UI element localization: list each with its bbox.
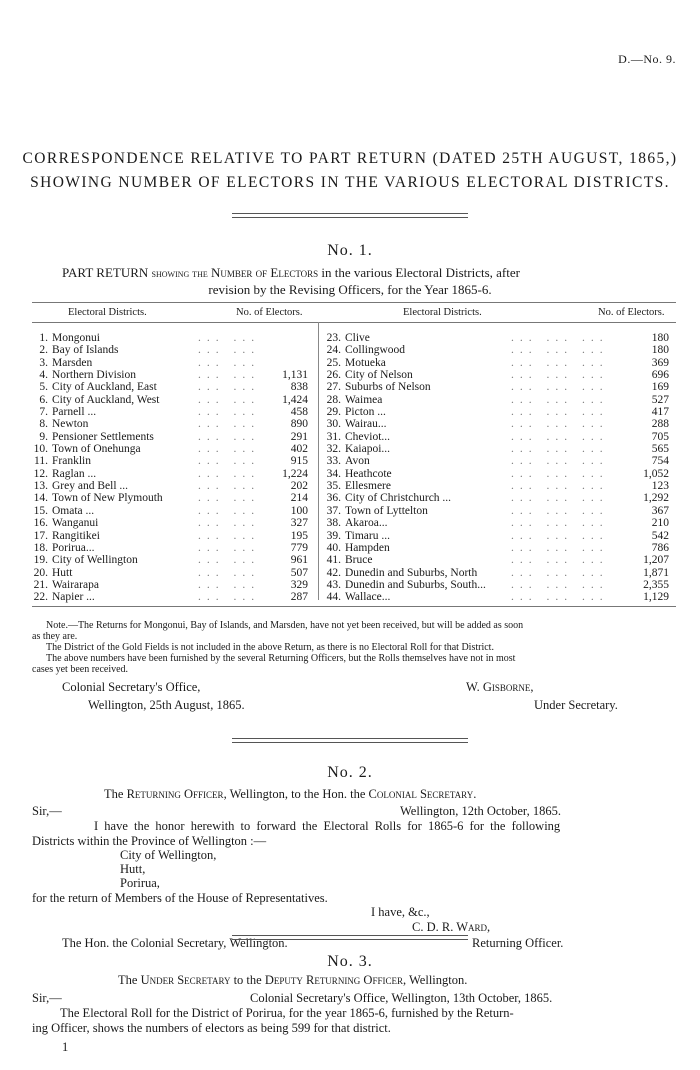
leader-dots: ... ...: [198, 369, 261, 382]
district-number: 39.: [326, 529, 341, 542]
left-district-row: [30, 394, 308, 406]
district-number: 22.: [33, 591, 48, 604]
left-district-row: [30, 542, 308, 554]
district-name: Akaroa...: [345, 517, 388, 530]
district-name: City of Wellington: [52, 554, 138, 567]
district-name: Collingwood: [345, 344, 406, 357]
elector-count: 2,355: [643, 578, 669, 591]
elector-count: 779: [290, 541, 308, 554]
document-title-line-1: CORRESPONDENCE RELATIVE TO PART RETURN (DATED 25TH AUGUST, 1865,): [22, 150, 678, 167]
district-number: 30.: [326, 418, 341, 431]
elector-count: 287: [290, 591, 308, 604]
district-number: 8.: [39, 418, 48, 431]
leader-dots: ... ...: [198, 578, 261, 591]
addr-colonial-secretary: Colonial Secretary.: [368, 787, 477, 801]
elector-count: 1,207: [643, 554, 669, 567]
district-number: 15.: [33, 504, 48, 517]
leader-dots: ... ...: [198, 492, 261, 505]
right-district-row: [323, 517, 669, 529]
letter-2-body-3: for the return of Members of the House of Representatives.: [32, 891, 328, 905]
district-name: Parnell ...: [52, 406, 97, 419]
district-name: Dunedin and Suburbs, North: [345, 566, 478, 579]
section-heading-no-3: No. 3.: [327, 953, 373, 970]
district-name: Grey and Bell ...: [52, 480, 129, 493]
leader-dots: ... ...: [198, 393, 261, 406]
letter-2-recipient: The Hon. the Colonial Secretary, Wellington.: [62, 936, 288, 950]
elector-count: 169: [651, 381, 669, 394]
leader-dots: ... ... ...: [511, 480, 609, 493]
district-number: 21.: [33, 578, 48, 591]
district-name: City of Auckland, West: [52, 393, 160, 406]
leader-dots: ... ...: [198, 344, 261, 357]
district-name: Avon: [345, 455, 370, 468]
district-number: 28.: [326, 393, 341, 406]
leader-dots: ... ...: [198, 591, 261, 604]
double-rule-divider-2: [232, 738, 468, 743]
district-number: 13.: [33, 480, 48, 493]
elector-count: 838: [290, 381, 308, 394]
right-district-row: [323, 443, 669, 455]
district-number: 2.: [39, 344, 48, 357]
district-name: Timaru ...: [345, 529, 390, 542]
date-line: Wellington, 25th August, 1865.: [88, 698, 245, 712]
letter-2-district-2: Hutt,: [120, 862, 146, 876]
district-number: 4.: [39, 369, 48, 382]
letter-3-place-date: Colonial Secretary's Office, Wellington, 13th October, 1865.: [250, 991, 553, 1005]
district-name: Wairau...: [345, 418, 387, 431]
table-bottom-rule: [32, 606, 676, 607]
leader-dots: ... ... ...: [511, 406, 609, 419]
addr-the: The: [104, 787, 124, 801]
left-district-row: [30, 505, 308, 517]
district-number: 31.: [326, 430, 341, 443]
elector-count: 291: [290, 430, 308, 443]
leader-dots: ... ...: [198, 381, 261, 394]
district-name: Cheviot...: [345, 430, 391, 443]
district-name: Marsden: [52, 356, 93, 369]
leader-dots: ... ... ...: [511, 467, 609, 480]
right-district-row: [323, 505, 669, 517]
district-name: City of Nelson: [345, 369, 413, 382]
section-heading-no-1: No. 1.: [327, 242, 373, 259]
leader-dots: ... ... ...: [511, 381, 609, 394]
left-district-row: [30, 443, 308, 455]
district-number: 25.: [326, 356, 341, 369]
note-3: The above numbers have been furnished by the several Returning Officers, but the Rolls themselves have not in most: [46, 653, 516, 664]
elector-count: 195: [290, 529, 308, 542]
office-line: Colonial Secretary's Office,: [62, 680, 201, 694]
right-district-row: [323, 455, 669, 467]
note-2: The District of the Gold Fields is not included in the above Return, as there is no Electoral Roll for that District.: [46, 642, 494, 653]
letter-2-salutation: Sir,—: [32, 804, 62, 818]
leader-dots: ... ...: [198, 430, 261, 443]
district-number: 24.: [326, 344, 341, 357]
return-description-line-2: revision by the Revising Officers, for the Year 1865-6.: [208, 282, 492, 297]
section-heading-no-2-text: No. 2.: [327, 764, 373, 781]
district-name: Suburbs of Nelson: [345, 381, 431, 394]
district-name: Waimea: [345, 393, 383, 406]
letter-2-signer-title: Returning Officer.: [472, 936, 564, 950]
right-district-row: [323, 344, 669, 356]
note-1-continuation: as they are.: [32, 631, 78, 642]
district-name: City of Christchurch ...: [345, 492, 452, 505]
elector-count: 754: [651, 455, 669, 468]
right-district-row: [323, 431, 669, 443]
district-name: Picton ...: [345, 406, 386, 419]
leader-dots: ... ...: [198, 332, 261, 344]
elector-count: 1,224: [282, 467, 308, 480]
district-number: 33.: [326, 455, 341, 468]
district-number: 18.: [33, 541, 48, 554]
right-district-row: [323, 554, 669, 566]
table-header-rule: [32, 322, 676, 323]
elector-count: 458: [290, 406, 308, 419]
right-district-row: [323, 381, 669, 393]
left-district-row: [30, 468, 308, 480]
elector-count: 1,871: [643, 566, 669, 579]
district-number: 10.: [33, 443, 48, 456]
left-district-row: [30, 591, 308, 603]
district-number: 20.: [33, 566, 48, 579]
leader-dots: ... ... ...: [511, 356, 609, 369]
left-district-row: [30, 381, 308, 393]
elector-count: 100: [290, 504, 308, 517]
leader-dots: ... ...: [198, 480, 261, 493]
left-district-row: [30, 455, 308, 467]
district-name: Raglan ...: [52, 467, 97, 480]
leader-dots: ... ...: [198, 418, 261, 431]
district-number: 37.: [326, 504, 341, 517]
district-name: Dunedin and Suburbs, South...: [345, 578, 486, 591]
elector-count: 890: [290, 418, 308, 431]
right-column-header-electors: No. of Electors.: [598, 307, 665, 318]
elector-count: 367: [651, 504, 669, 517]
leader-dots: ... ... ...: [511, 504, 609, 517]
leader-dots: ... ... ...: [511, 430, 609, 443]
district-number: 29.: [326, 406, 341, 419]
addr3-wellington: , Wellington.: [402, 973, 468, 987]
district-name: Wairarapa: [52, 578, 99, 591]
column-divider: [318, 322, 319, 600]
leader-dots: ... ... ...: [511, 517, 609, 530]
addr3-the: The: [118, 973, 138, 987]
elector-count: 696: [651, 369, 669, 382]
district-name: Franklin: [52, 455, 91, 468]
leader-dots: ... ... ...: [511, 578, 609, 591]
left-district-row: [30, 344, 308, 356]
right-district-row: [323, 357, 669, 369]
right-district-row: [323, 332, 669, 344]
elector-count: 1,052: [643, 467, 669, 480]
leader-dots: ... ... ...: [511, 443, 609, 456]
addr3-deputy-returning-officer: Deputy Returning Officer: [264, 973, 403, 987]
left-district-row: [30, 406, 308, 418]
district-name: Town of Lyttelton: [345, 504, 428, 517]
letter-2-signer: C. D. R. Ward,: [412, 920, 491, 934]
right-district-row: [323, 579, 669, 591]
letter-3-salutation: Sir,—: [32, 991, 62, 1005]
leader-dots: ... ...: [198, 554, 261, 567]
left-district-row: [30, 492, 308, 504]
elector-count: 705: [651, 430, 669, 443]
section-heading-no-2: [0, 764, 700, 782]
leader-dots: ... ...: [198, 443, 261, 456]
letter-2-district-3: Porirua,: [120, 876, 160, 890]
leader-dots: ... ...: [198, 455, 261, 468]
right-district-row: [323, 591, 669, 603]
letter-2-body-2: Districts within the Province of Wellington :—: [32, 834, 267, 848]
district-number: 16.: [33, 517, 48, 530]
addr3-under-secretary: Under Secretary: [140, 973, 231, 987]
left-district-row: [30, 579, 308, 591]
district-number: 35.: [326, 480, 341, 493]
district-number: 34.: [326, 467, 341, 480]
left-district-row: [30, 418, 308, 430]
letter-3-body-2: ing Officer, shows the numbers of electors as being 599 for that district.: [32, 1021, 391, 1035]
table-top-rule: [32, 302, 676, 303]
document-title-line-2: SHOWING NUMBER OF ELECTORS IN THE VARIOUS ELECTORAL DISTRICTS.: [30, 174, 670, 191]
leader-dots: ... ... ...: [511, 591, 609, 604]
letter-3-body-1: The Electoral Roll for the District of Porirua, for the year 1865-6, furnished by the Return-: [60, 1006, 514, 1020]
page-number: 1: [62, 1040, 69, 1054]
elector-count: 1,131: [282, 369, 308, 382]
elector-count: 527: [651, 393, 669, 406]
right-district-row: [323, 567, 669, 579]
elector-count: 417: [651, 406, 669, 419]
district-name: Bruce: [345, 554, 373, 567]
left-district-row: [30, 517, 308, 529]
showing-the-text: showing the: [151, 268, 208, 280]
elector-count: 180: [651, 332, 669, 344]
left-district-row: [30, 357, 308, 369]
district-name: Ellesmere: [345, 480, 391, 493]
elector-count: 123: [651, 480, 669, 493]
elector-count: 961: [290, 554, 308, 567]
district-number: 11.: [34, 455, 48, 468]
district-number: 41.: [326, 554, 341, 567]
elector-count: 507: [290, 566, 308, 579]
signer-title: Under Secretary.: [534, 698, 618, 712]
leader-dots: ... ...: [198, 356, 261, 369]
district-number: 17.: [33, 529, 48, 542]
district-number: 44.: [326, 591, 341, 604]
district-name: Napier ...: [52, 591, 95, 604]
leader-dots: ... ...: [198, 467, 261, 480]
district-number: 1.: [39, 332, 48, 344]
district-name: Pensioner Settlements: [52, 430, 154, 443]
district-name: Mongonui: [52, 332, 100, 344]
right-district-row: [323, 542, 669, 554]
district-name: Heathcote: [345, 467, 392, 480]
elector-count: 786: [651, 541, 669, 554]
district-name: Rangitikei: [52, 529, 100, 542]
right-district-row: [323, 530, 669, 542]
number-of-electors-text: Number of Electors: [210, 265, 319, 280]
district-name: Town of Onehunga: [52, 443, 141, 456]
left-district-list: [30, 332, 308, 604]
elector-count: 210: [651, 517, 669, 530]
district-number: 3.: [39, 356, 48, 369]
district-name: Wanganui: [52, 517, 99, 530]
elector-count: 1,129: [643, 591, 669, 604]
elector-count: 180: [651, 344, 669, 357]
leader-dots: ... ...: [198, 541, 261, 554]
leader-dots: ... ... ...: [511, 541, 609, 554]
leader-dots: ... ...: [198, 529, 261, 542]
right-district-row: [323, 369, 669, 381]
district-name: Hampden: [345, 541, 390, 554]
addr-to-the-hon: , Wellington, to the Hon. the: [223, 787, 366, 801]
leader-dots: ... ... ...: [511, 369, 609, 382]
district-name: Newton: [52, 418, 89, 431]
district-number: 26.: [326, 369, 341, 382]
leader-dots: ... ...: [198, 566, 261, 579]
elector-count: 329: [290, 578, 308, 591]
district-name: Clive: [345, 332, 370, 344]
elector-count: 288: [651, 418, 669, 431]
addr3-to-the: to the: [233, 973, 262, 987]
district-name: Porirua...: [52, 541, 95, 554]
leader-dots: ... ...: [198, 517, 261, 530]
addr-returning-officer: Returning Officer: [126, 787, 224, 801]
leader-dots: ... ... ...: [511, 455, 609, 468]
district-number: 43.: [326, 578, 341, 591]
left-column-header-district: Electoral Districts.: [68, 307, 147, 318]
district-number: 23.: [326, 332, 341, 344]
district-name: City of Auckland, East: [52, 381, 157, 394]
right-district-row: [323, 406, 669, 418]
left-district-row: [30, 554, 308, 566]
district-number: 42.: [326, 566, 341, 579]
elector-count: 542: [651, 529, 669, 542]
elector-count: 915: [290, 455, 308, 468]
leader-dots: ... ... ...: [511, 492, 609, 505]
district-name: Kaiapoi...: [345, 443, 391, 456]
left-district-row: [30, 332, 308, 344]
letter-2-district-1: City of Wellington,: [120, 848, 217, 862]
left-district-row: [30, 480, 308, 492]
right-district-row: [323, 418, 669, 430]
leader-dots: ... ... ...: [511, 418, 609, 431]
elector-count: 214: [290, 492, 308, 505]
note-1: Note.—The Returns for Mongonui, Bay of Islands, and Marsden, have not yet been received, but will be added as soon: [46, 620, 524, 631]
district-name: Motueka: [345, 356, 386, 369]
letter-2-closing: I have, &c.,: [371, 905, 430, 919]
elector-count: 369: [651, 356, 669, 369]
letter-2-address: [104, 787, 476, 802]
leader-dots: ... ... ...: [511, 554, 609, 567]
district-name: Omata ...: [52, 504, 95, 517]
elector-count: 565: [651, 443, 669, 456]
right-district-row: [323, 480, 669, 492]
description-continuation: in the various Electoral Districts, after: [321, 265, 520, 280]
district-number: 7.: [39, 406, 48, 419]
right-column-header-district: Electoral Districts.: [403, 307, 482, 318]
left-district-row: [30, 530, 308, 542]
district-number: 5.: [39, 381, 48, 394]
elector-count: 1,424: [282, 393, 308, 406]
leader-dots: ... ... ...: [511, 393, 609, 406]
elector-count: 327: [290, 517, 308, 530]
district-name: Town of New Plymouth: [52, 492, 163, 505]
district-name: Northern Division: [52, 369, 137, 382]
district-name: Bay of Islands: [52, 344, 119, 357]
elector-count: 402: [290, 443, 308, 456]
district-number: 32.: [326, 443, 341, 456]
double-rule-divider-3: [232, 935, 468, 940]
district-number: 14.: [33, 492, 48, 505]
letter-2-body-1: I have the honor herewith to forward the Electoral Rolls for 1865-6 for the following: [94, 819, 561, 833]
leader-dots: ... ...: [198, 504, 261, 517]
double-rule-divider: [232, 213, 468, 218]
right-district-row: [323, 394, 669, 406]
document-reference: D.—No. 9.: [618, 52, 676, 66]
district-number: 12.: [33, 467, 48, 480]
right-district-list: [323, 332, 669, 604]
district-name: Wallace...: [345, 591, 391, 604]
district-number: 19.: [33, 554, 48, 567]
leader-dots: ... ... ...: [511, 332, 609, 344]
signer-name: W. Gisborne,: [466, 680, 534, 694]
part-return-label: PART RETURN: [62, 265, 149, 280]
left-district-row: [30, 431, 308, 443]
district-number: 38.: [326, 517, 341, 530]
left-column-header-electors: No. of Electors.: [236, 307, 303, 318]
district-name: Hutt: [52, 566, 73, 579]
letter-3-address: [118, 973, 467, 988]
district-number: 9.: [39, 430, 48, 443]
left-district-row: [30, 567, 308, 579]
leader-dots: ... ... ...: [511, 566, 609, 579]
elector-count: 202: [290, 480, 308, 493]
note-3-continuation: cases yet been received.: [32, 664, 129, 675]
leader-dots: ... ... ...: [511, 529, 609, 542]
district-number: 36.: [326, 492, 341, 505]
letter-2-place-date: Wellington, 12th October, 1865.: [400, 804, 561, 818]
leader-dots: ... ...: [198, 406, 261, 419]
elector-count: 1,292: [643, 492, 669, 505]
leader-dots: ... ... ...: [511, 344, 609, 357]
right-district-row: [323, 492, 669, 504]
district-number: 6.: [39, 393, 48, 406]
district-number: 27.: [326, 381, 341, 394]
district-number: 40.: [326, 541, 341, 554]
right-district-row: [323, 468, 669, 480]
left-district-row: [30, 369, 308, 381]
